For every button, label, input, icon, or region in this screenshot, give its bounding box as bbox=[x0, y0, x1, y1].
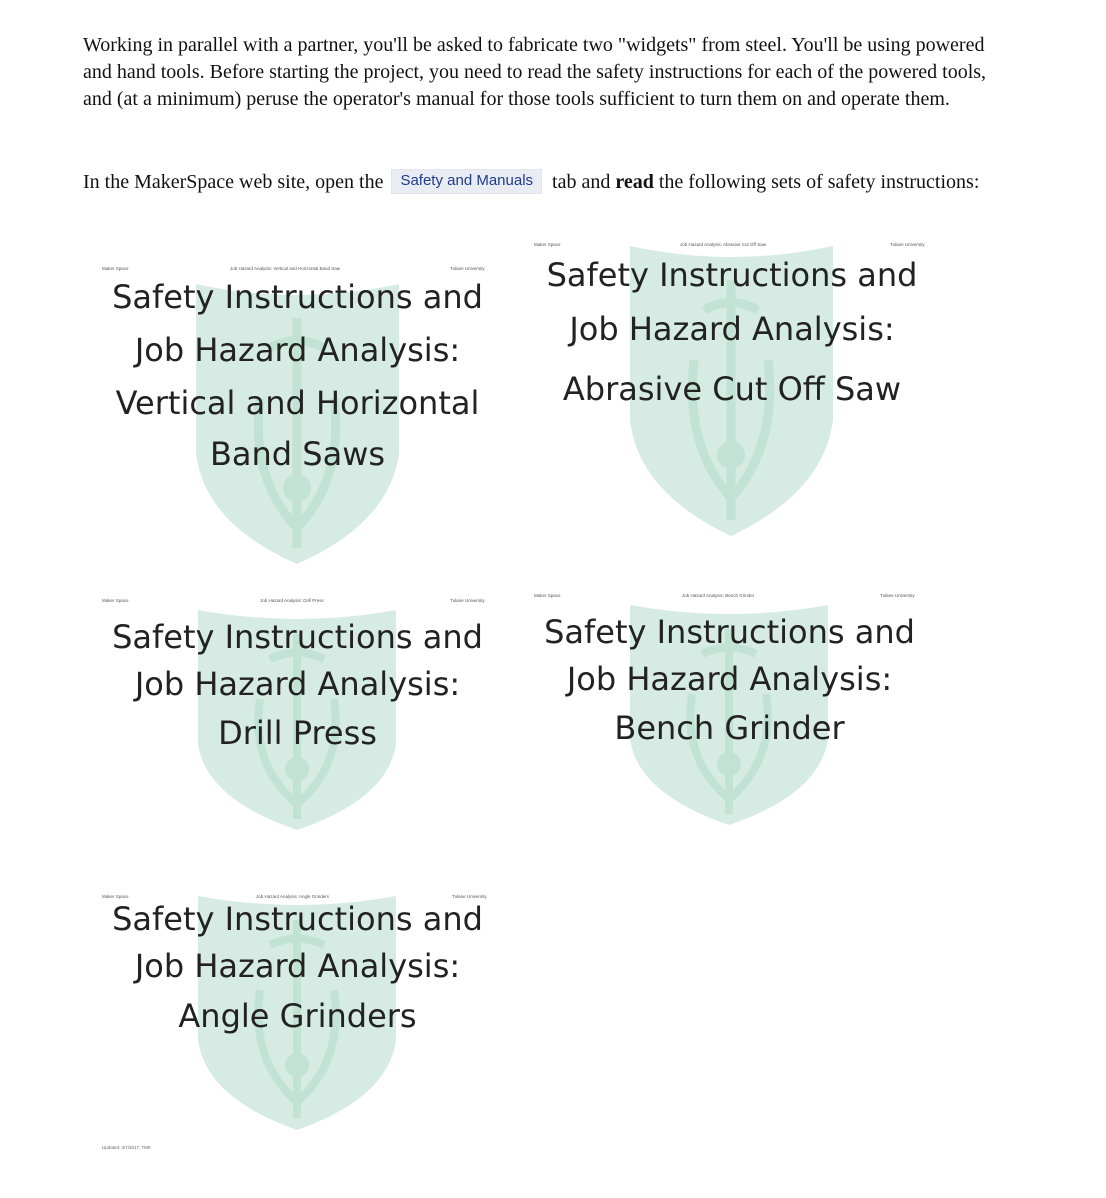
card-title-line-3: Angle Grinders bbox=[178, 997, 417, 1035]
card-title-line-2: Job Hazard Analysis: bbox=[566, 660, 893, 698]
card-title-line-3: Bench Grinder bbox=[614, 709, 845, 747]
band-saw-safety-card[interactable] bbox=[100, 252, 495, 572]
safety-and-manuals-tab-button[interactable]: Safety and Manuals bbox=[391, 169, 542, 194]
card-header-left: Maker Space bbox=[534, 242, 561, 247]
bench-grinder-safety-card[interactable] bbox=[532, 587, 927, 837]
card-header-right: Tulane University bbox=[450, 266, 485, 271]
card-header-center: Job Hazard Analysis: Vertical and Horizontal Band Saw bbox=[230, 266, 341, 271]
card-header-left: Maker Space bbox=[534, 593, 561, 598]
card-title-line-1: Safety Instructions and bbox=[544, 613, 915, 651]
card-title-line-2: Job Hazard Analysis: bbox=[134, 947, 461, 985]
card-title-line-2: Job Hazard Analysis: bbox=[134, 331, 461, 369]
angle-grinder-safety-card[interactable] bbox=[100, 888, 495, 1138]
card-title-line-3: Vertical and Horizontal bbox=[115, 384, 480, 422]
card-header-center: Job Hazard Analysis: Angle Grinders bbox=[256, 894, 330, 899]
card-title-line-4: Band Saws bbox=[209, 435, 386, 473]
card-title-line-1: Safety Instructions and bbox=[112, 618, 483, 656]
card-header-center: Job Hazard Analysis: Abrasive Cut Off Saw bbox=[680, 242, 766, 247]
card-header-center: Job Hazard Analysis: Drill Press bbox=[260, 598, 324, 603]
instructions-before: In the MakerSpace web site, open the bbox=[83, 171, 384, 193]
card-title-line-1: Safety Instructions and bbox=[546, 256, 918, 294]
card-header-center: Job Hazard Analysis: Bench Grinder bbox=[682, 593, 755, 598]
card-title-line-1: Safety Instructions and bbox=[112, 900, 483, 938]
card-header-left: Maker Space bbox=[102, 894, 129, 899]
instructions-paragraph bbox=[83, 169, 1003, 197]
card-header-right: Tulane University bbox=[452, 894, 487, 899]
card-header-right: Tulane University bbox=[890, 242, 925, 247]
card-title-line-3: Drill Press bbox=[218, 714, 377, 752]
card-header-right: Tulane University bbox=[880, 593, 915, 598]
drill-press-safety-card[interactable] bbox=[100, 592, 495, 842]
card-title-line-1: Safety Instructions and bbox=[112, 278, 483, 316]
instructions-after: the following sets of safety instructions: bbox=[658, 171, 980, 193]
card-header-right: Tulane University bbox=[450, 598, 485, 603]
card-title-line-2: Job Hazard Analysis: bbox=[569, 310, 895, 348]
card-header-left: Maker Space bbox=[102, 266, 129, 271]
card-header-left: Maker Space bbox=[102, 598, 129, 603]
instructions-middle: tab and bbox=[552, 171, 611, 193]
updated-footnote: Updated: 3/7/2017, TMK bbox=[102, 1145, 151, 1150]
instructions-bold-word: read bbox=[615, 171, 654, 193]
abrasive-saw-safety-card[interactable] bbox=[532, 232, 932, 552]
shield-watermark-icon bbox=[190, 278, 405, 568]
card-title-line-2: Job Hazard Analysis: bbox=[134, 665, 461, 703]
intro-paragraph: Working in parallel with a partner, you'll be asked to fabricate two "widgets" from steel. You'll be using powered and hand tools. Before starting the project, you need to read the safety instructions for each of the powered tools, and (at a minimum) peruse the operator's manual for those tools sufficient to turn them on and operate them. bbox=[83, 34, 987, 110]
card-title-line-3: Abrasive Cut Off Saw bbox=[562, 370, 902, 408]
